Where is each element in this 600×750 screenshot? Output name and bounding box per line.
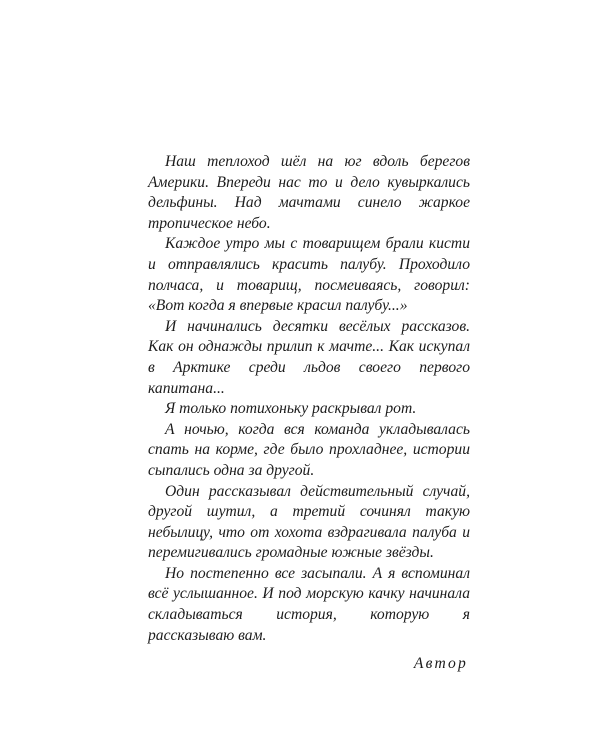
paragraph-6: Один рассказывал действительный случай, другой шутил, а третий сочинял такую небылицу, что от хохота вздрагивала палуба и перемигивались громадные южные звёзды. bbox=[148, 482, 470, 562]
author-signature: Автор bbox=[413, 655, 468, 673]
preface-text bbox=[148, 152, 470, 675]
paragraph-5: А ночью, когда вся команда укладывалась спать на корме, где было прохладнее, истории сыпались одна за другой. bbox=[148, 420, 470, 479]
paragraph-7: Но постепенно все засыпали. А я вспоминал всё услышанное. И под морскую качку начинала складываться история, которую я рассказываю вам. bbox=[148, 564, 470, 644]
paragraph-3: И начинались десятки весёлых рассказов. Как он однажды прилип к мачте... Как искупал в Арктике среди льдов своего первого капитана... bbox=[148, 317, 470, 397]
paragraph-2: Каждое утро мы с товарищем брали кисти и отправлялись красить палубу. Проходило полчаса, и товарищ, посмеиваясь, говорил: «Вот когда я впервые красил палубу...» bbox=[148, 235, 470, 315]
paragraph-1: Наш теплоход шёл на юг вдоль берегов Америки. Впереди нас то и дело кувыркались дельфины. Над мачтами синело жаркое тропическое небо. bbox=[148, 153, 470, 232]
paragraph-4: Я только потихоньку раскрывал рот. bbox=[165, 400, 417, 418]
